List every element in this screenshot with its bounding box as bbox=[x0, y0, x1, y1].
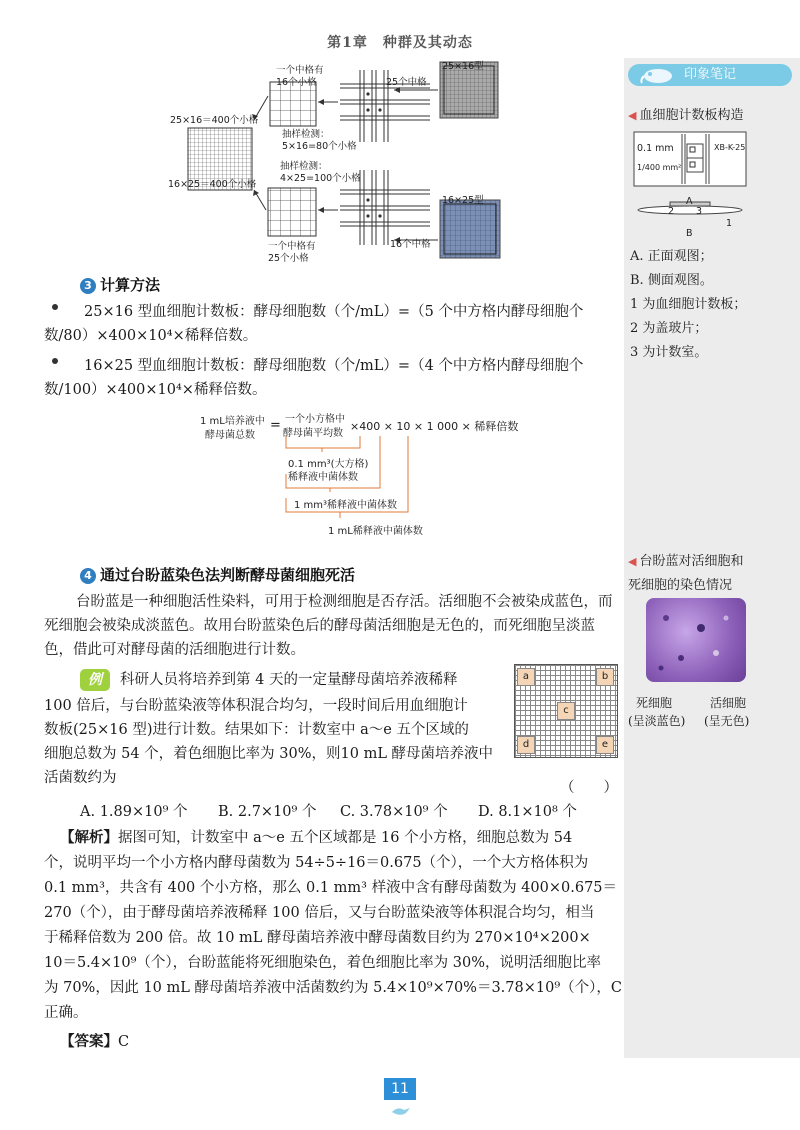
analysis-line-3: 0.1 mm³，共含有 400 个小方格，那么 0.1 mm³ 样液中含有酵母菌数为 400×0.675＝ bbox=[44, 880, 618, 896]
grid-label-b: b bbox=[596, 668, 614, 686]
page-number: 11 bbox=[384, 1078, 416, 1100]
analysis-line-6: 10＝5.4×10⁹（个），台盼蓝能将死细胞染色，着色细胞比率为 30%，说明活细胞比率 bbox=[44, 955, 602, 971]
dead-cell-label: 死细胞 bbox=[636, 696, 673, 710]
section-3-title bbox=[80, 274, 160, 295]
sidebar-line-1: A. 正面观图； bbox=[630, 249, 713, 264]
sidebar-line-2: B. 侧面观图。 bbox=[630, 273, 713, 288]
answer-line bbox=[60, 1030, 129, 1054]
sidebar-badge bbox=[628, 64, 792, 86]
grid-label-d: d bbox=[517, 736, 535, 754]
fig-label-1: 1 bbox=[726, 218, 733, 229]
dead-cell-note: (呈淡蓝色) bbox=[628, 714, 686, 728]
sidebar-line-4: 2 为盖玻片； bbox=[630, 321, 708, 336]
label-c: 25个中格 bbox=[386, 77, 427, 88]
label-d: 抽样检测： bbox=[282, 129, 330, 140]
grid-label-a: a bbox=[517, 668, 535, 686]
example-line-1 bbox=[80, 668, 457, 692]
label-g: 一个中格有 bbox=[268, 241, 316, 252]
label-f2: 4×25=100个小格 bbox=[280, 173, 361, 184]
fig-label-01mm: 0.1 mm bbox=[637, 143, 674, 154]
analysis-line-2: 个，说明平均一个小方格内酵母菌数为 54÷5÷16＝0.675（个），一个大方格体积为 bbox=[44, 855, 589, 871]
example-q5: 活菌数约为 bbox=[44, 770, 117, 786]
sidebar-title-stain-a: 台盼蓝对活细胞和 bbox=[639, 554, 744, 569]
bullet-dot-1 bbox=[52, 304, 58, 310]
label-16x25-type: 16×25型 bbox=[442, 195, 484, 206]
label-h: 16个中格 bbox=[390, 239, 431, 250]
grid-label-e: e bbox=[596, 736, 614, 754]
label-e: 16×25＝400个小格 bbox=[168, 179, 257, 190]
analysis-line-7: 为 70%，因此 10 mL 酵母菌培养液中活菌数约为 5.4×10⁹×70%＝3.78×10⁹（个），C bbox=[44, 980, 622, 996]
section-4-title-text: 通过台盼蓝染色法判断酵母菌细胞死活 bbox=[100, 566, 356, 584]
fig-label-2: 2 bbox=[668, 206, 675, 217]
fig-label-A: A bbox=[686, 196, 693, 207]
label-a: 一个中格有 bbox=[276, 65, 324, 76]
label-a2: 16个小格 bbox=[276, 77, 317, 88]
hemocytometer-diagram bbox=[150, 50, 620, 260]
answer-value: C bbox=[118, 1034, 130, 1050]
elephant-icon bbox=[638, 66, 678, 84]
chapter-header: 第1章 种群及其动态 bbox=[327, 35, 473, 51]
section-3-p1-text: 25×16 型血细胞计数板：酵母细胞数（个/mL）=（5 个中方格内酵母细胞个数/80）×400×10⁴×稀释倍数。 bbox=[44, 304, 584, 344]
live-cell-label: 活细胞 bbox=[710, 696, 747, 710]
formula-b2: 1 mm³稀释液中菌体数 bbox=[294, 500, 398, 511]
example-q2: 100 倍后，与台盼蓝染液等体积混合均匀，一段时间后用血细胞计 bbox=[44, 698, 468, 714]
stained-cells-image bbox=[646, 598, 746, 682]
section-3-p2 bbox=[44, 354, 620, 402]
analysis-line-4: 270（个），由于酵母菌培养液稀释 100 倍后，又与台盼蓝染液等体积混合均匀，相当 bbox=[44, 905, 595, 921]
formula-b1b: 稀释液中菌体数 bbox=[288, 472, 358, 483]
label-f: 抽样检测： bbox=[280, 161, 328, 172]
formula-num1: 一个小方格中 bbox=[285, 414, 345, 425]
triangle-icon: ◀ bbox=[628, 109, 637, 122]
option-b[interactable]: B. 2.7×10⁹ 个 bbox=[218, 804, 317, 820]
formula-b1a: 0.1 mm³(大方格) bbox=[288, 459, 369, 470]
sidebar-title-stain bbox=[628, 550, 743, 569]
sidebar-title-stain-b: 死细胞的染色情况 bbox=[628, 578, 733, 593]
label-b: 25×16＝400个小格 bbox=[170, 115, 259, 126]
analysis-label: 【解析】 bbox=[60, 829, 118, 846]
answer-parens: （ ） bbox=[560, 780, 618, 796]
section-4-number: 4 bbox=[80, 568, 96, 584]
bullet-dot-2 bbox=[52, 358, 58, 364]
example-q4: 细胞总数为 54 个，着色细胞比率为 30%，则10 mL 酵母菌培养液中 bbox=[44, 746, 494, 762]
label-g2: 25个小格 bbox=[268, 253, 309, 264]
sidebar-badge-label: 印象笔记 bbox=[684, 67, 737, 82]
section-3-number: 3 bbox=[80, 278, 96, 294]
sidebar-title-chamber-text: 血细胞计数板构造 bbox=[639, 108, 744, 123]
section-3-p2-text: 16×25 型血细胞计数板：酵母细胞数（个/mL）=（4 个中方格内酵母细胞个数/100）×400×10⁴×稀释倍数。 bbox=[44, 358, 584, 398]
option-a[interactable]: A. 1.89×10⁹ 个 bbox=[80, 804, 188, 820]
example-badge: 例 bbox=[80, 669, 110, 691]
grid-label-c: c bbox=[557, 702, 575, 720]
formula-num2: 酵母菌平均数 bbox=[283, 428, 343, 439]
fig-label-3: 3 bbox=[696, 206, 703, 217]
live-cell-note: (呈无色) bbox=[704, 714, 750, 728]
answer-label: 【答案】 bbox=[60, 1033, 118, 1050]
formula-lhs2: 酵母菌总数 bbox=[205, 430, 255, 441]
analysis-line-8: 正确。 bbox=[44, 1005, 88, 1021]
formula-b3: 1 mL稀释液中菌体数 bbox=[328, 526, 423, 537]
section-3-title-text: 计算方法 bbox=[100, 276, 161, 294]
fig-label-frac: 1/400 mm² bbox=[637, 163, 682, 172]
section-3-p1 bbox=[44, 300, 620, 348]
fig-label-B: B bbox=[686, 228, 693, 239]
label-25x16-type: 25×16型 bbox=[442, 61, 484, 72]
label-d2: 5×16=80个小格 bbox=[282, 141, 357, 152]
option-d[interactable]: D. 8.1×10⁸ 个 bbox=[478, 804, 577, 820]
sidebar-line-3: 1 为血细胞计数板； bbox=[630, 297, 747, 312]
section-4-title bbox=[80, 564, 355, 585]
bird-icon bbox=[390, 1104, 412, 1118]
analysis-text-0: 据图可知，计数室中 a～e 五个区域都是 16 个小方格，细胞总数为 54 bbox=[118, 830, 573, 846]
analysis-line-5: 于稀释倍数为 200 倍。故 10 mL 酵母菌培养液中酵母菌数目约为 270×10⁴×200× bbox=[44, 930, 591, 946]
section-4-body: 台盼蓝是一种细胞活性染料，可用于检测细胞是否存活。活细胞不会被染成蓝色，而死细胞会被染成淡蓝色。故用台盼蓝染色后的酵母菌活细胞是无色的，而死细胞呈淡蓝色，借此可对酵母菌的活细胞进行计数。 bbox=[44, 594, 613, 658]
cells-icon bbox=[646, 598, 746, 682]
analysis-line-1 bbox=[60, 826, 620, 850]
sidebar-title-chamber bbox=[628, 104, 743, 123]
formula-eq: = bbox=[270, 418, 281, 433]
example-q3: 数板(25×16 型)进行计数。结果如下：计数室中 a～e 五个区域的 bbox=[44, 722, 469, 738]
example-q1: 科研人员将培养到第 4 天的一定量酵母菌培养液稀释 bbox=[120, 672, 458, 688]
formula-lhs1: 1 mL培养液中 bbox=[200, 416, 265, 427]
formula-rest: ×400 × 10 × 1 000 × 稀释倍数 bbox=[350, 420, 519, 433]
triangle-icon: ◀ bbox=[628, 555, 637, 568]
sidebar-line-5: 3 为计数室。 bbox=[630, 345, 708, 360]
option-c[interactable]: C. 3.78×10⁹ 个 bbox=[340, 804, 448, 820]
fig-label-code: XB-K-25 bbox=[714, 143, 746, 152]
